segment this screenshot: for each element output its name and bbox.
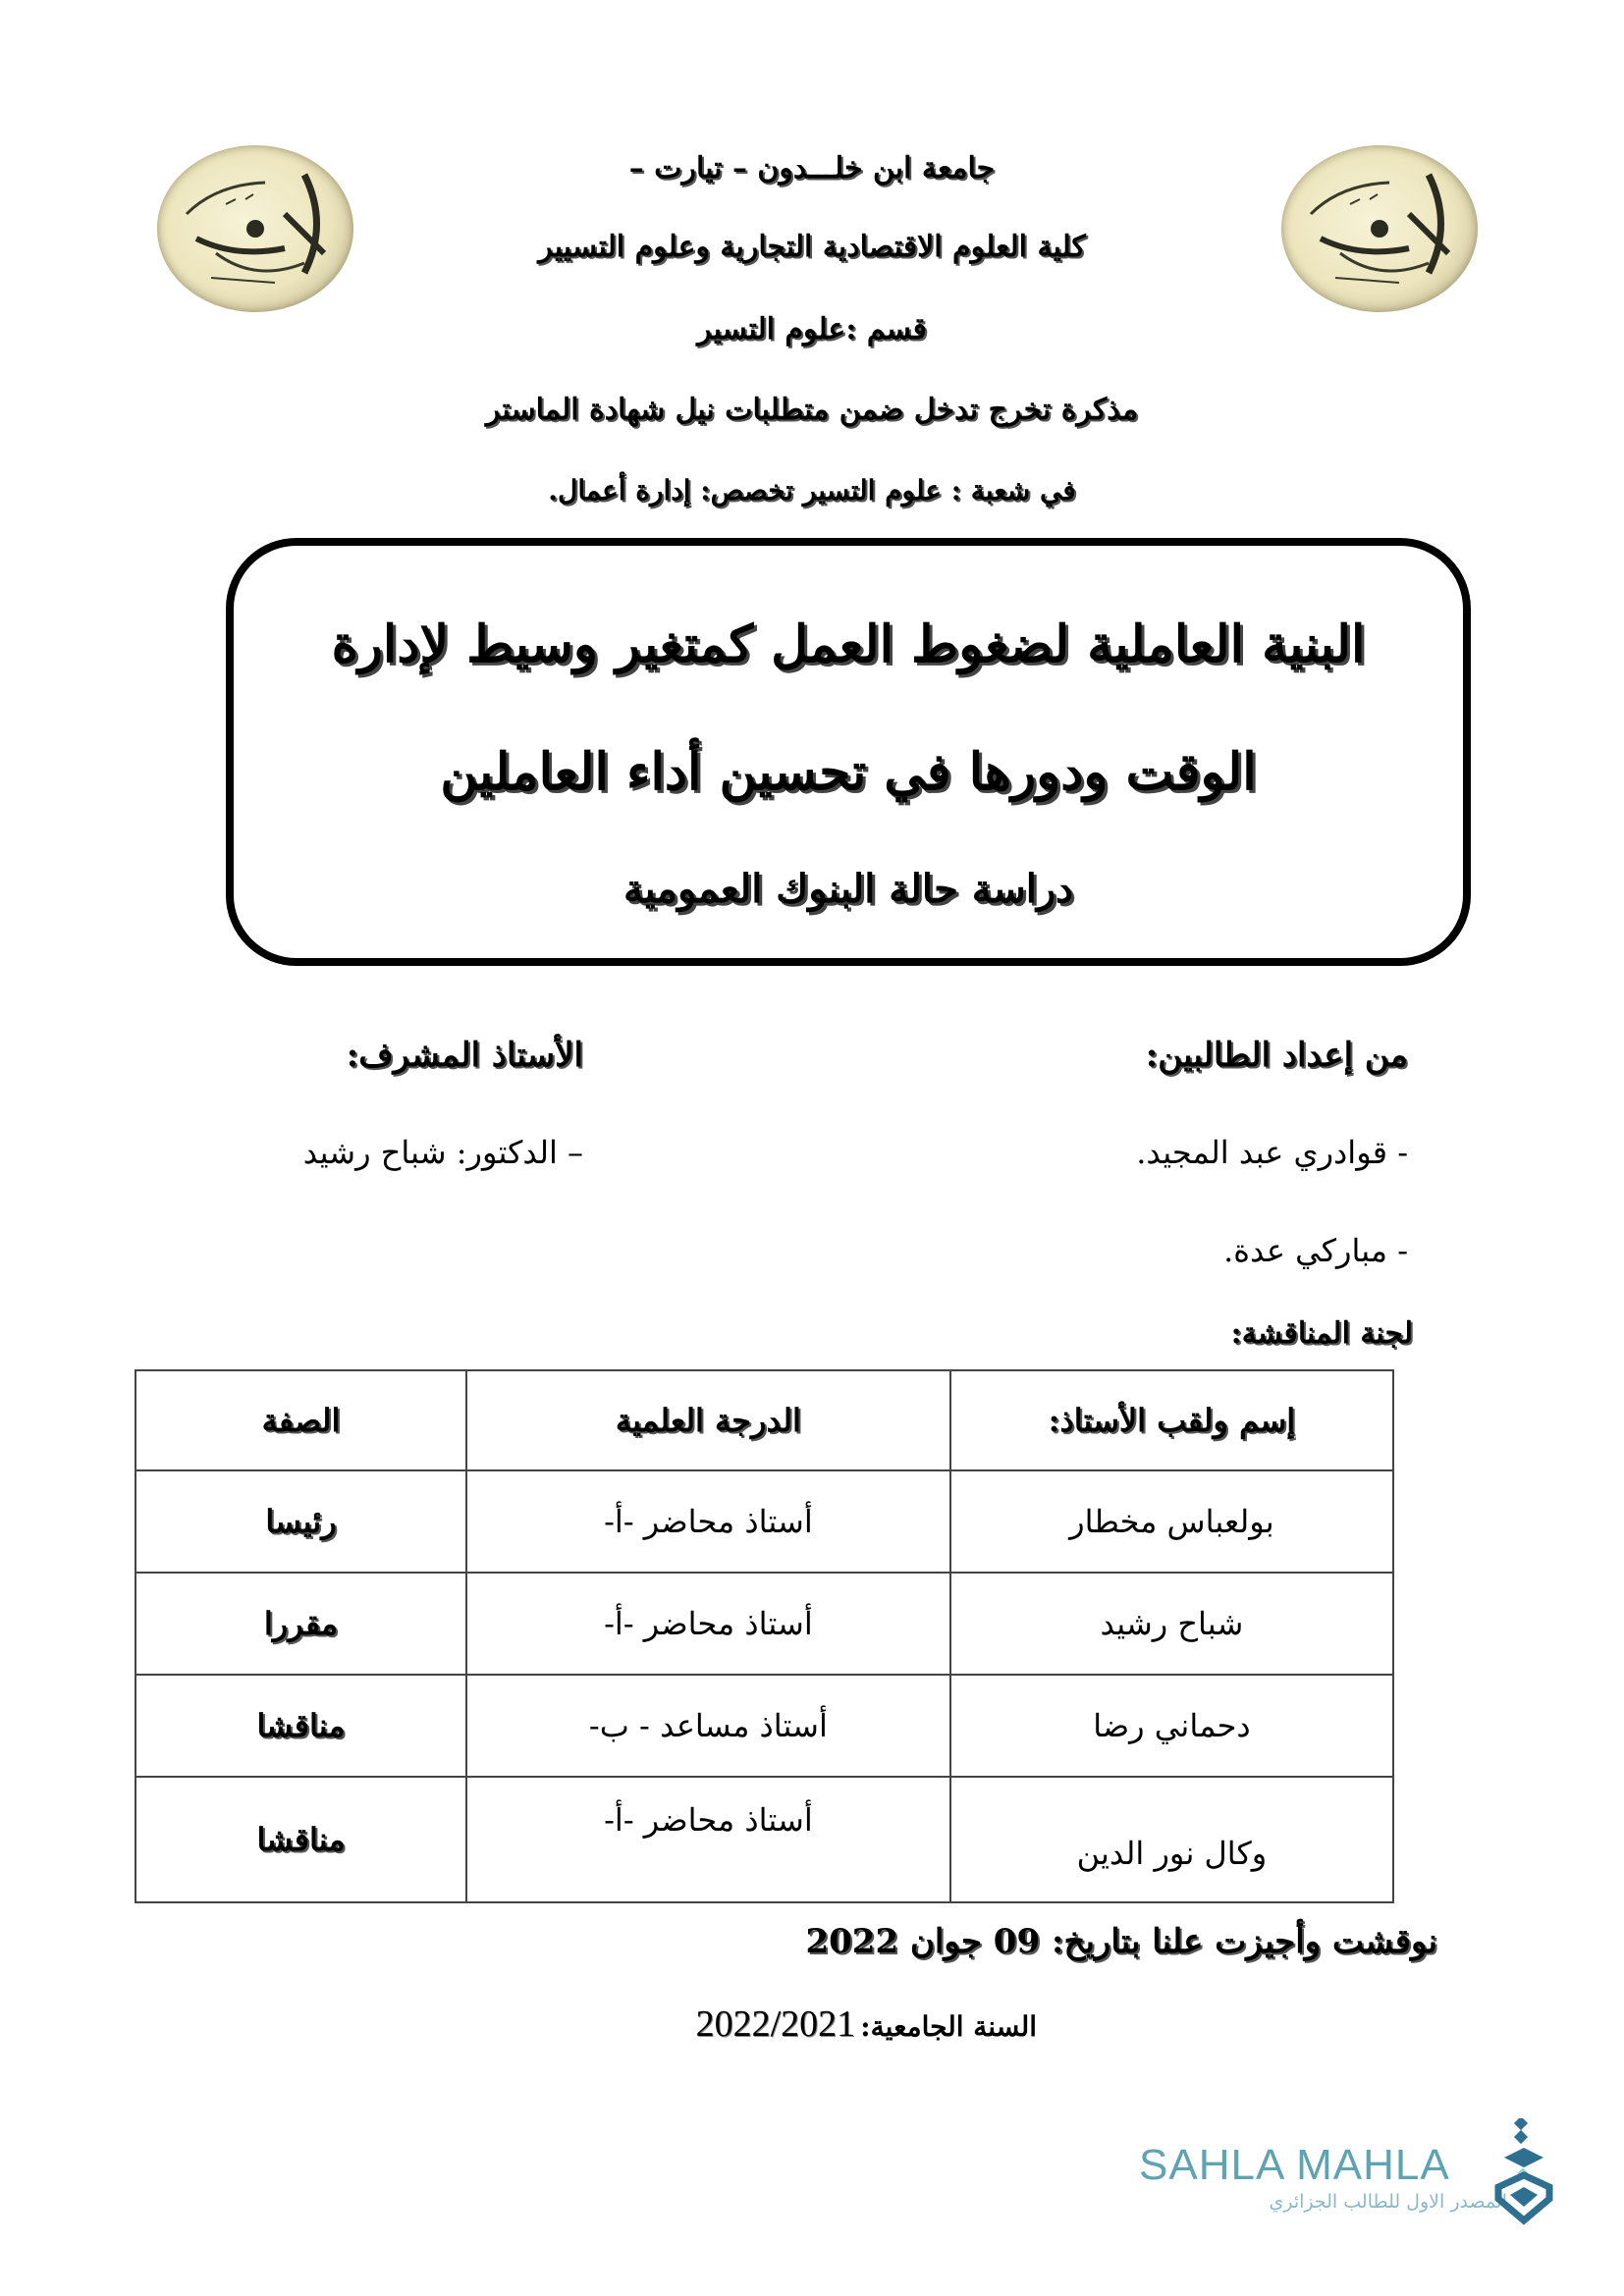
header-rank: الدرجة العلمية bbox=[466, 1370, 950, 1470]
defense-date: 09 جوان 2022 bbox=[805, 1922, 1041, 1961]
students-label: من إعداد الطالبين: bbox=[1145, 1036, 1408, 1075]
table-row bbox=[135, 1777, 1393, 1902]
header-role: الصفة bbox=[135, 1370, 466, 1470]
member-rank: أستاذ محاضر -أ- bbox=[466, 1573, 950, 1675]
member-rank-cell bbox=[466, 1777, 950, 1902]
member-name: بولعباس مخطار bbox=[950, 1470, 1393, 1573]
member-role: مناقشا bbox=[135, 1777, 466, 1902]
member-rank: أستاذ محاضر -أ- bbox=[466, 1470, 950, 1573]
thesis-subtitle: دراسة حالة البنوك العمومية bbox=[623, 866, 1073, 912]
thesis-title-line2: الوقت ودورها في تحسين أداء العاملين bbox=[440, 742, 1257, 802]
member-rank: أستاذ محاضر -أ- bbox=[604, 1801, 813, 1839]
member-name-cell bbox=[950, 1777, 1393, 1902]
academic-year-value: 2022/2021 bbox=[695, 2003, 856, 2045]
student-name-1: - قوادري عبد المجيد. bbox=[1136, 1134, 1408, 1171]
table-row bbox=[135, 1470, 1393, 1573]
thesis-type: مذكرة تخرج تدخل ضمن متطلبات نيل شهادة الماستر bbox=[485, 393, 1139, 427]
thesis-title-line1: البنية العاملية لضغوط العمل كمتغير وسيط لإدارة bbox=[331, 614, 1366, 674]
faculty-name: كلية العلوم الاقتصادية التجارية وعلوم التسيير bbox=[538, 230, 1086, 264]
member-role: مناقشا bbox=[135, 1675, 466, 1777]
table-row bbox=[135, 1573, 1393, 1675]
member-role: مقررا bbox=[135, 1573, 466, 1675]
member-name: دحماني رضا bbox=[950, 1675, 1393, 1777]
defense-date-line bbox=[805, 1922, 1437, 1961]
member-name: وكال نور الدين bbox=[1076, 1835, 1268, 1872]
student-name-2: - مباركي عدة. bbox=[1223, 1232, 1408, 1269]
member-rank: أستاذ مساعد - ب- bbox=[466, 1675, 950, 1777]
defense-label: نوقشت وأجيزت علنا بتاريخ: bbox=[1051, 1922, 1437, 1961]
department-name: قسم :علوم التسير bbox=[697, 312, 927, 347]
header-name: إسم ولقب الأستاذ: bbox=[950, 1370, 1393, 1470]
table-header-row bbox=[135, 1370, 1393, 1470]
watermark-tagline: المصدر الاول للطالب الجزائري bbox=[1269, 2191, 1507, 2213]
academic-year-line bbox=[696, 2002, 1037, 2046]
watermark-brand: SAHLA MAHLA bbox=[1139, 2141, 1450, 2189]
branch-specialty: في شعبة : علوم التسير تخصص: إدارة أعمال. bbox=[548, 474, 1076, 507]
member-name: شباح رشيد bbox=[950, 1573, 1393, 1675]
academic-year-label: السنة الجامعية: bbox=[860, 2010, 1037, 2043]
supervisor-name: – الدكتور: شباح رشيد bbox=[302, 1134, 583, 1171]
supervisor-label: الأستاذ المشرف: bbox=[346, 1036, 583, 1075]
committee-label: لجنة المناقشة: bbox=[1230, 1316, 1413, 1351]
university-name: جامعة ابن خلـــدون – تيارت – bbox=[628, 151, 996, 186]
member-role: رئيسا bbox=[135, 1470, 466, 1573]
sahla-mahla-logo-icon bbox=[1494, 2118, 1553, 2228]
thesis-title-box bbox=[226, 538, 1471, 966]
table-row bbox=[135, 1675, 1393, 1777]
committee-table bbox=[135, 1369, 1394, 1903]
